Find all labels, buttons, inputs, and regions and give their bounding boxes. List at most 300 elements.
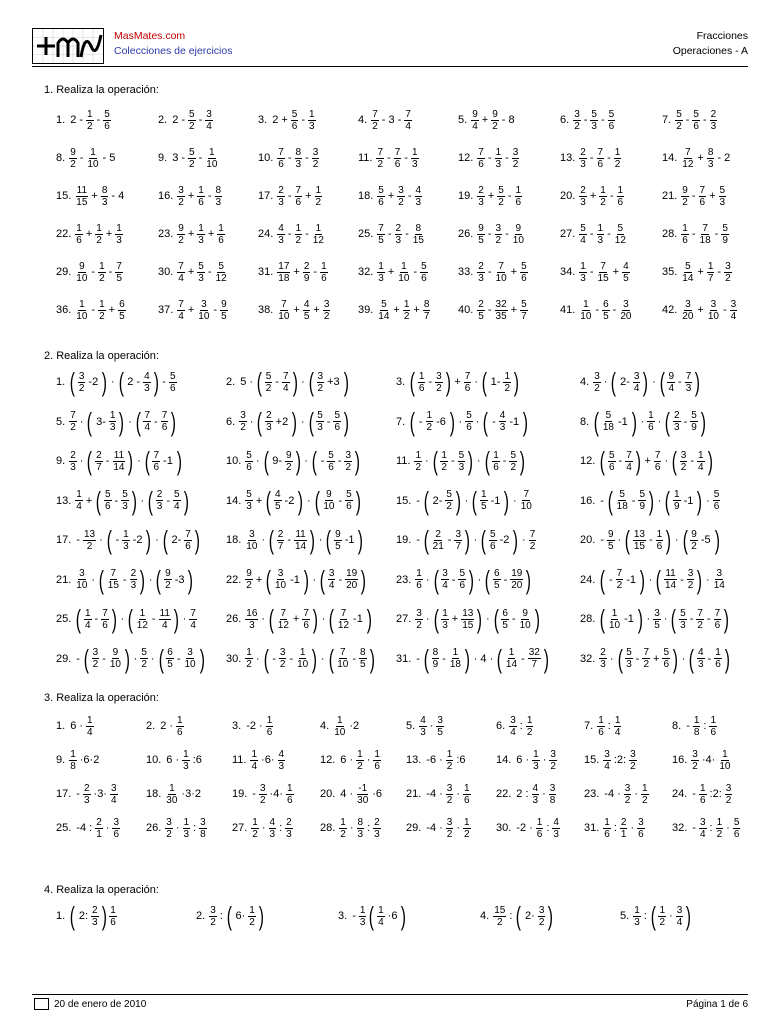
operator-text: · [652, 376, 656, 388]
operator-text: - 4 [111, 190, 125, 202]
operator-text: : [519, 720, 523, 732]
fraction: $\frac{1}{4}$ [87, 714, 93, 738]
operator-text: -1 [624, 613, 634, 625]
operator-text: - [691, 228, 696, 240]
operator-text: -1 [163, 455, 173, 467]
operator-text: 2 - [172, 114, 186, 126]
exercise-item [56, 186, 126, 206]
exercise-item [358, 186, 423, 206]
fraction: $\frac{5}{2}$ [510, 449, 516, 473]
fraction: $\frac{7}{4}$ [282, 370, 289, 394]
fraction: $\frac{5}{6}$ [346, 489, 352, 512]
exercise-number: 37. [158, 304, 174, 316]
operator-text: · [128, 415, 132, 428]
parenthesis: ) [101, 901, 107, 931]
operator-text: + [413, 304, 420, 316]
exercise-item [662, 148, 732, 168]
operator-text: -2 [132, 534, 143, 546]
fraction: $\frac{1}{3}$ [533, 748, 539, 772]
operator-text: -1 [353, 613, 363, 625]
exercise-item [584, 784, 650, 804]
operator-text: - [352, 910, 356, 922]
exercise-number: 36. [56, 304, 72, 316]
fraction: $\frac{4}{3}$ [420, 714, 426, 738]
exercise-item [56, 446, 183, 476]
operator-text: + [709, 190, 716, 202]
operator-text: + [85, 228, 93, 240]
exercise-item [496, 716, 534, 736]
fraction: $\frac{5}{6}$ [608, 108, 615, 132]
exercise-item [226, 525, 365, 555]
parenthesis: ( [682, 525, 688, 555]
exercise-item [458, 110, 517, 130]
exercise-item [620, 901, 693, 931]
fraction: $\frac{7}{4}$ [190, 607, 196, 631]
operator-text: - [94, 613, 99, 625]
parenthesis: ( [106, 525, 112, 555]
operator-text: - [487, 228, 492, 240]
exercise-item [580, 643, 731, 674]
fraction: $\frac{1}{2}$ [659, 904, 666, 928]
operator-text: · [726, 822, 730, 834]
fraction: $\frac{3}{10}$ [246, 528, 258, 552]
fraction: $\frac{3}{2}$ [323, 298, 330, 322]
exercise-item [146, 750, 204, 770]
parenthesis: ) [153, 367, 159, 397]
fraction: $\frac{3}{2}$ [398, 184, 404, 208]
operator-text: - [337, 455, 342, 467]
exercise-item [56, 110, 112, 130]
fraction: $\frac{3}{4}$ [510, 714, 516, 738]
fraction: $\frac{1}{2}$ [99, 298, 105, 322]
operator-text: 5 · [240, 376, 254, 388]
parenthesis: ( [263, 446, 269, 476]
fraction: $\frac{5}{2}$ [141, 647, 147, 670]
fraction: $\frac{8}{15}$ [412, 222, 424, 246]
section-title: 2. Realiza la operación: [44, 350, 159, 362]
exercise-number: 15. [56, 190, 72, 202]
fraction: $\frac{3}{10}$ [198, 298, 210, 322]
fraction: $\frac{2}{3}$ [156, 489, 163, 512]
parenthesis: ) [522, 406, 529, 437]
operator-text: 6 · [516, 754, 530, 766]
collection-link[interactable]: Colecciones de ejercicios [114, 45, 233, 57]
fraction: $\frac{1}{6}$ [617, 184, 624, 208]
exercise-number: 5. [458, 114, 468, 126]
exercise-number: 10. [258, 152, 274, 164]
operator-text: 2- [620, 376, 630, 388]
exercise-number: 4. [358, 114, 368, 126]
fraction: $\frac{7}{10}$ [278, 298, 290, 322]
fraction: $\frac{1}{3}$ [411, 146, 418, 170]
fraction: $\frac{1}{10}$ [580, 298, 592, 322]
operator-text: :2: [709, 788, 722, 800]
fraction: $\frac{1}{2}$ [357, 748, 363, 772]
fraction: $\frac{1}{6}$ [604, 816, 610, 840]
operator-text: · [175, 822, 180, 834]
parenthesis: ( [319, 564, 326, 595]
fraction: $\frac{7}{6}$ [714, 607, 721, 631]
operator-text: - [450, 455, 455, 467]
page-header [32, 28, 748, 64]
fraction: $\frac{5}{6}$ [104, 108, 110, 132]
operator-text: - [105, 455, 110, 467]
fraction: $\frac{1}{4}$ [614, 714, 621, 738]
parenthesis: ( [76, 604, 82, 634]
operator-text: · [706, 494, 710, 507]
exercise-number: 16. [580, 494, 596, 507]
exercise-number: 18. [358, 190, 374, 202]
operator-text: - [678, 376, 682, 388]
operator-text: - [722, 304, 727, 316]
exercise-number: 1. [56, 720, 66, 732]
operator-text: · [617, 534, 622, 546]
parenthesis: ( [516, 901, 522, 931]
exercise-number: 4. [480, 910, 490, 922]
fraction: $\frac{5}{6}$ [421, 260, 427, 284]
fraction: $\frac{7}{6}$ [185, 528, 191, 552]
fraction: $\frac{11}{15}$ [76, 184, 88, 208]
parenthesis: ( [156, 564, 162, 595]
fraction: $\frac{9}{5}$ [607, 528, 614, 552]
operator-text: - [76, 534, 80, 546]
operator-text: - [689, 613, 694, 625]
fraction: $\frac{1}{2}$ [600, 184, 606, 208]
fraction: $\frac{5}{7}$ [521, 298, 527, 322]
parenthesis: ) [548, 901, 554, 931]
exercise-item [226, 446, 362, 476]
operator-text: - [589, 266, 594, 278]
operator-text: · [320, 652, 325, 665]
exercise-number: 5. [620, 910, 630, 922]
exercise-item [458, 262, 529, 282]
fraction: $\frac{1}{6}$ [648, 410, 654, 433]
operator-text: - [447, 534, 452, 546]
operator-text: 6 · [166, 754, 180, 766]
fraction: $\frac{4}{3}$ [532, 782, 539, 806]
exercise-number: 22. [496, 788, 512, 800]
fraction: $\frac{8}{3}$ [215, 184, 222, 208]
operator-text: - [608, 573, 613, 586]
exercise-item [358, 110, 413, 130]
operator-text: - [413, 266, 418, 278]
operator-text: · [429, 720, 434, 732]
fraction: $\frac{1}{6}$ [110, 904, 116, 928]
exercise-number: 8. [672, 720, 682, 732]
fraction: $\frac{3}{2}$ [594, 370, 600, 394]
fraction: $\frac{9}{5}$ [478, 222, 484, 246]
operator-text: · [255, 652, 260, 665]
fraction: $\frac{3}{4}$ [676, 904, 683, 928]
parenthesis: ) [360, 564, 367, 595]
fraction: $\frac{1}{4}$ [84, 607, 91, 631]
fraction: $\frac{1}{6}$ [76, 222, 82, 246]
exercise-item [396, 406, 530, 437]
operator-text: + [510, 266, 518, 278]
fraction: $\frac{3}{4}$ [442, 568, 448, 591]
parenthesis: ) [648, 485, 654, 516]
operator-text: · [261, 613, 266, 625]
fraction: $\frac{5}{3}$ [317, 410, 323, 433]
exercise-item [56, 564, 195, 595]
operator-text: · [706, 573, 710, 586]
site-link[interactable]: MasMates.com [114, 30, 186, 42]
fraction: $\frac{5}{3}$ [122, 489, 128, 512]
fraction: $\frac{13}{15}$ [633, 528, 645, 552]
parenthesis: ) [534, 604, 540, 634]
fraction: $\frac{4}{5}$ [623, 260, 629, 284]
fraction: $\frac{5}{14}$ [682, 260, 694, 284]
fraction: $\frac{1}{2}$ [340, 816, 346, 840]
operator-text: - [692, 788, 696, 800]
exercise-item [232, 716, 274, 736]
fraction: $\frac{5}{2}$ [189, 146, 195, 170]
exercise-number: 11. [232, 754, 247, 766]
exercise-item [226, 604, 373, 634]
operator-text: · [603, 376, 608, 388]
exercise-number: 24. [672, 788, 688, 800]
parenthesis: ) [366, 604, 372, 634]
operator-text: + [387, 190, 395, 202]
operator-text: + [451, 613, 459, 625]
fraction: $\frac{1}{6}$ [699, 782, 706, 806]
operator-text: - [338, 494, 343, 507]
parenthesis: ) [639, 564, 645, 595]
operator-text: - [213, 304, 218, 316]
operator-text: - [631, 494, 636, 507]
fraction: $\frac{3}{2}$ [725, 782, 732, 806]
fraction: $\frac{6}{5}$ [494, 568, 500, 591]
parenthesis: ) [258, 901, 264, 931]
fraction: $\frac{7}{6}$ [153, 449, 160, 473]
parenthesis: ( [98, 564, 105, 595]
fraction: $\frac{4}{3}$ [415, 184, 422, 208]
fraction: $\frac{5}{2}$ [446, 489, 452, 512]
fraction: $\frac{5}{12}$ [215, 260, 227, 284]
fraction: $\frac{1}{2}$ [249, 904, 255, 928]
operator-text: - [252, 788, 256, 800]
fraction: $\frac{9}{5}$ [335, 528, 341, 552]
fraction: $\frac{5}{3}$ [458, 449, 465, 473]
exercise-item [56, 300, 127, 320]
operator-text: · [464, 494, 469, 507]
operator-text: ·3· [93, 788, 107, 800]
fraction: $\frac{7}{12}$ [277, 607, 289, 631]
fraction: $\frac{3}{2}$ [624, 782, 631, 806]
exercise-item [496, 784, 557, 804]
exercise-number: 16. [158, 190, 174, 202]
operator-text: - [287, 152, 292, 164]
fraction: $\frac{1}{6}$ [598, 714, 604, 738]
parenthesis: ) [631, 406, 637, 437]
operator-text: · [456, 822, 461, 834]
exercise-number: 27. [560, 228, 576, 240]
parenthesis: ) [455, 485, 461, 516]
parenthesis: ( [266, 564, 272, 595]
operator-text: : [643, 910, 647, 922]
fraction: $\frac{1}{10}$ [608, 607, 621, 631]
parenthesis: ( [600, 604, 606, 634]
operator-text: - [91, 304, 96, 316]
operator-text: - [387, 228, 392, 240]
operator-text: 6 · [340, 754, 354, 766]
fraction: $\frac{3}{2}$ [687, 568, 694, 591]
fraction: $\frac{3}{10}$ [707, 298, 719, 322]
parenthesis: ( [268, 525, 275, 555]
exercise-item [56, 224, 124, 244]
parenthesis: ( [144, 446, 150, 476]
operator-text: - [690, 455, 695, 467]
fraction: $\frac{1}{6}$ [656, 528, 663, 552]
operator-text: - [162, 376, 166, 388]
operator-text: - [313, 266, 318, 278]
operator-text: - [600, 494, 604, 507]
fraction: $\frac{3}{2}$ [78, 370, 85, 394]
fraction: $\frac{1}{2}$ [315, 184, 322, 208]
exercise-number: 29. [56, 652, 72, 665]
parenthesis: ) [686, 901, 692, 931]
operator-text: · [630, 822, 635, 834]
operator-text: - [416, 534, 420, 546]
operator-text: - [207, 266, 212, 278]
fraction: $\frac{32}{7}$ [528, 647, 540, 670]
operator-text: - [505, 152, 509, 164]
fraction: $\frac{1}{6}$ [286, 782, 293, 806]
fraction: $\frac{1}{2}$ [526, 714, 533, 738]
exercise-item [196, 901, 266, 931]
parenthesis: ( [257, 406, 263, 437]
parenthesis: ) [124, 643, 130, 674]
exercise-item [496, 818, 561, 838]
operator-text: - [198, 152, 203, 164]
operator-text: · [458, 415, 463, 428]
parenthesis: ( [423, 485, 429, 516]
fraction: $\frac{6}{5}$ [119, 298, 125, 322]
fraction: $\frac{3}{2}$ [259, 782, 266, 806]
operator-text: -1 [683, 494, 694, 507]
exercise-number: 21. [56, 573, 72, 586]
parenthesis: ) [170, 406, 177, 437]
operator-text: · [425, 455, 429, 467]
exercise-number: 24. [258, 228, 274, 240]
exercise-item [258, 186, 323, 206]
fraction: $\frac{1}{6}$ [536, 816, 543, 840]
fraction: $\frac{7}{18}$ [699, 222, 711, 246]
page-footer [32, 996, 748, 1014]
fraction: $\frac{8}{9}$ [432, 647, 439, 670]
exercise-item [580, 564, 727, 595]
fraction: $\frac{5}{18}$ [602, 410, 614, 433]
fraction: $\frac{3}{2}$ [495, 222, 502, 246]
operator-text: · [474, 376, 478, 388]
fraction: $\frac{9}{10}$ [76, 260, 88, 284]
operator-text: -3 [174, 573, 185, 586]
operator-text: - [405, 228, 409, 240]
operator-text: - [702, 114, 707, 126]
fraction: $\frac{3}{8}$ [549, 782, 556, 806]
parenthesis: ) [303, 564, 309, 595]
operator-text: 2 : [516, 788, 529, 800]
exercise-number: 10. [226, 455, 242, 467]
operator-text: · [321, 613, 326, 625]
exercise-number: 25. [56, 613, 72, 625]
parenthesis: ) [311, 643, 318, 674]
operator-text: - [338, 573, 343, 586]
fraction: $\frac{2}{3}$ [130, 568, 137, 591]
section-title: 1. Realiza la operación: [44, 84, 159, 96]
fraction: $\frac{4}{3}$ [144, 370, 150, 394]
fraction: $\frac{5}{6}$ [169, 370, 176, 394]
operator-text: - [451, 573, 456, 586]
operator-text: · [664, 455, 669, 467]
fraction: $\frac{9}{10}$ [512, 222, 524, 246]
operator-text: - [387, 152, 391, 164]
fraction: $\frac{1}{10}$ [398, 260, 410, 284]
operator-text: - [589, 228, 594, 240]
operator-text: : [546, 822, 550, 834]
operator-text: 2- [432, 494, 443, 507]
fraction: $\frac{1}{6}$ [493, 449, 499, 473]
exercise-item [396, 446, 527, 476]
exercise-number: 3. [258, 114, 268, 126]
exercise-number: 7. [396, 415, 406, 428]
parenthesis: ( [689, 643, 695, 674]
parenthesis: ) [468, 564, 474, 595]
fraction: $\frac{9}{4}$ [668, 370, 675, 394]
fraction: $\frac{7}{6}$ [278, 146, 284, 170]
operator-text: ·4· [701, 754, 716, 766]
fraction: $\frac{2}{3}$ [83, 782, 90, 806]
fraction: $\frac{5}{6}$ [104, 489, 111, 512]
fraction: $\frac{1}{3}$ [580, 260, 586, 284]
exercise-number: 39. [358, 304, 374, 316]
parenthesis: ) [467, 446, 474, 476]
fraction: $\frac{5}{6}$ [733, 816, 740, 840]
exercise-number: 19. [232, 788, 248, 800]
fraction: $\frac{7}{2}$ [529, 528, 536, 552]
parenthesis: ) [724, 643, 730, 674]
fraction: $\frac{7}{12}$ [682, 146, 694, 170]
fraction: $\frac{13}{2}$ [83, 528, 96, 552]
fraction: $\frac{3}{2}$ [178, 184, 184, 208]
operator-text: 9- [272, 455, 282, 467]
operator-text: - [600, 534, 604, 546]
parenthesis: ( [481, 367, 487, 397]
operator-text: - [154, 415, 158, 428]
fraction: $\frac{11}{14}$ [665, 568, 677, 591]
exercise-number: 27. [396, 613, 412, 625]
fraction: $\frac{2}{3}$ [600, 647, 606, 670]
operator-text: - [683, 415, 688, 428]
fraction: $\frac{4}{5}$ [274, 489, 281, 512]
operator-text: - [502, 455, 507, 467]
exercise-item [358, 262, 429, 282]
fraction: $\frac{7}{4}$ [178, 260, 184, 284]
header-rule [32, 66, 748, 67]
exercise-number: 32. [672, 822, 688, 834]
exercise-number: 21. [406, 788, 422, 800]
operator-text: · [261, 822, 266, 834]
operator-text: - [505, 228, 509, 240]
fraction: $\frac{9}{2}$ [285, 449, 292, 473]
operator-text: · [366, 754, 371, 766]
fraction: $\frac{8}{5}$ [360, 647, 366, 670]
fraction: $\frac{3}{2}$ [312, 146, 319, 170]
fraction: $\frac{19}{20}$ [346, 568, 358, 591]
parenthesis: ) [445, 367, 451, 397]
exercise-item [358, 224, 426, 244]
fraction: $\frac{3}{2}$ [680, 449, 687, 473]
